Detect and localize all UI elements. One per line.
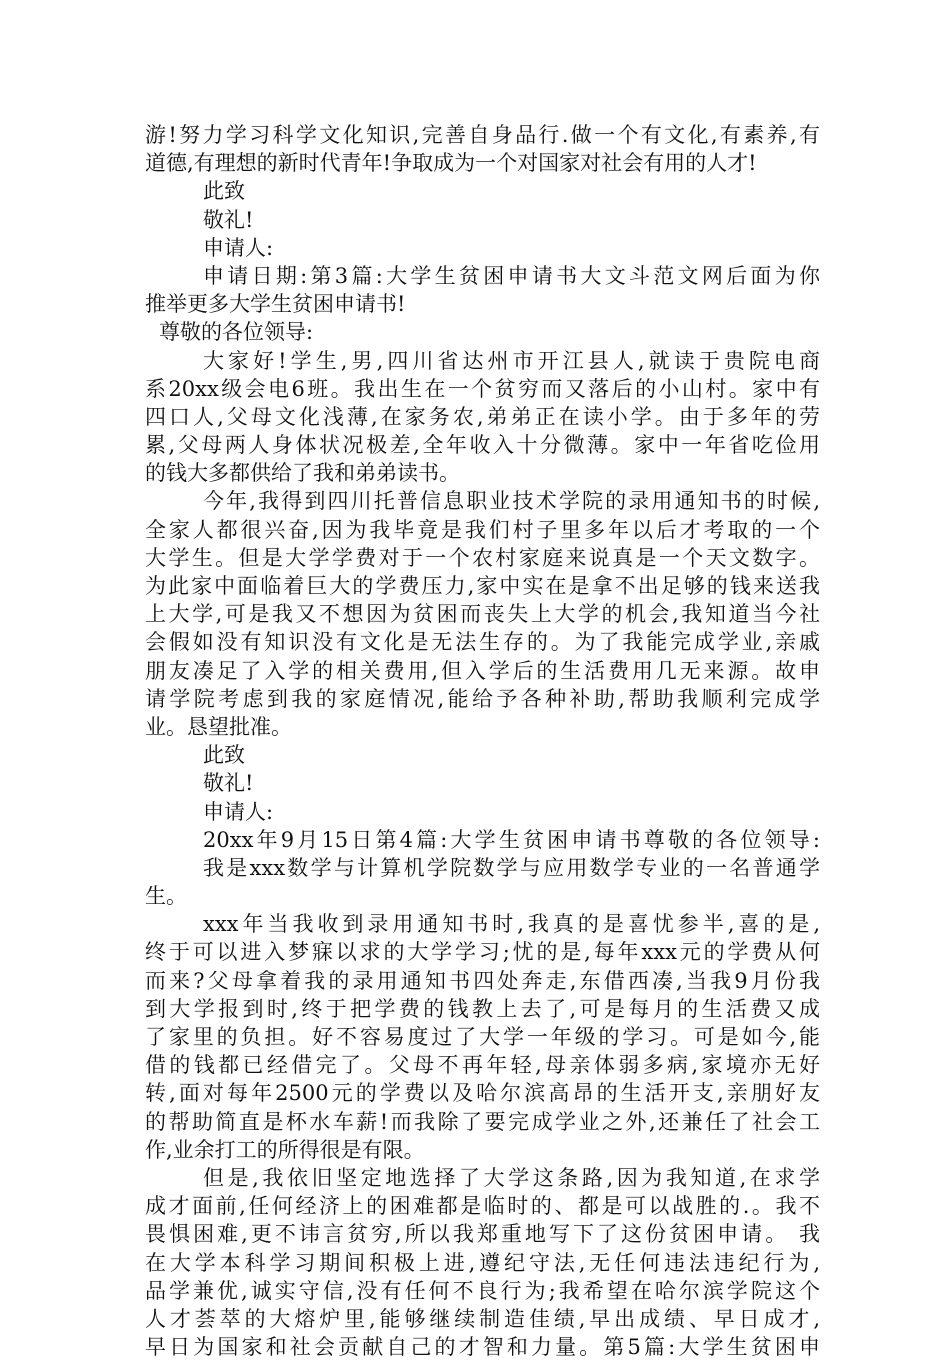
text-line: 会假如没有知识没有文化是无法生存的。为了我能完成学业,亲戚 xyxy=(145,630,820,655)
text-line: xxx年当我收到录用通知书时,我真的是喜忧参半,喜的是, xyxy=(203,912,820,937)
text-line: 终于可以进入梦寐以求的大学学习;忧的是,每年xxx元的学费从何 xyxy=(145,940,820,965)
text-line: 生。 xyxy=(145,884,187,909)
document-body xyxy=(145,121,820,1361)
text-line: 推举更多大学生贫困申请书! xyxy=(145,292,406,317)
text-line: 此致 xyxy=(203,743,245,768)
text-line: 畏惧困难,更不讳言贫穷,所以我郑重地写下了这份贫困申请。 我 xyxy=(145,1222,820,1247)
text-line: 尊敬的各位领导: xyxy=(159,320,314,345)
text-line: 上大学,可是我又不想因为贫困而丧失上大学的机会,我知道当今社 xyxy=(145,602,820,627)
text-line: 为此家中面临着巨大的学费压力,家中实在是拿不出足够的钱来送我 xyxy=(145,574,820,598)
text-line: 的钱大多都供给了我和弟弟读书。 xyxy=(145,461,460,486)
text-line: 业。恳望批准。 xyxy=(145,714,292,739)
text-line: 早日为国家和社会贡献自己的才智和力量。第5篇:大学生贫困申 xyxy=(145,1335,820,1360)
text-line: 四口人,父母文化浅薄,在家务农,弟弟正在读小学。由于多年的劳 xyxy=(145,404,820,429)
text-line: 申请人: xyxy=(203,799,274,824)
text-line: 大家好!学生,男,四川省达州市开江县人,就读于贵院电商 xyxy=(203,348,820,373)
text-line: 成才面前,任何经济上的困难都是临时的、都是可以战胜的.。我不 xyxy=(145,1194,820,1219)
text-line: 但是,我依旧坚定地选择了大学这条路,因为我知道,在求学 xyxy=(203,1165,820,1190)
text-line: 转,面对每年2500元的学费以及哈尔滨高昂的生活开支,亲朋好友 xyxy=(145,1081,820,1106)
text-line: 敬礼! xyxy=(203,207,254,232)
text-line: 请学院考虑到我的家庭情况,能给予各种补助,帮助我顺利完成学 xyxy=(145,686,820,711)
text-line: 到大学报到时,终于把学费的钱教上去了,可是每月的生活费又成 xyxy=(145,996,820,1021)
text-line: 大学生。但是大学学费对于一个农村家庭来说真是一个天文数字。 xyxy=(145,545,820,570)
text-line: 申请人: xyxy=(203,235,274,260)
text-line: 借的钱都已经借完了。父母不再年轻,母亲体弱多病,家境亦无好 xyxy=(145,1053,820,1078)
text-line: 申请日期:第3篇:大学生贫困申请书大文斗范文网后面为你 xyxy=(203,263,820,288)
text-line: 作,业余打工的所得很是有限。 xyxy=(145,1137,425,1162)
text-line: 此致 xyxy=(203,179,245,204)
text-line: 我是xxx数学与计算机学院数学与应用数学专业的一名普通学 xyxy=(203,855,820,880)
text-line: 20xx年9月15日第4篇:大学生贫困申请书尊敬的各位领导: xyxy=(203,827,820,852)
text-line: 敬礼! xyxy=(203,771,254,796)
text-line: 人才荟萃的大熔炉里,能够继续制造佳绩,早出成绩、早日成才, xyxy=(145,1306,820,1331)
text-line: 游!努力学习科学文化知识,完善自身品行.做一个有文化,有素养,有 xyxy=(145,123,820,147)
text-line: 的帮助简直是杯水车薪!而我除了要完成学业之外,还兼任了社会工 xyxy=(145,1109,820,1134)
text-line: 全家人都很兴奋,因为我毕竟是我们村子里多年以后才考取的一个 xyxy=(145,517,820,542)
text-line: 累,父母两人身体状况极差,全年收入十分微薄。家中一年省吃俭用 xyxy=(145,433,820,458)
text-line: 了家里的负担。好不容易度过了大学一年级的学习。可是如今,能 xyxy=(145,1025,820,1049)
text-line: 在大学本科学习期间积极上进,遵纪守法,无任何违法违纪行为, xyxy=(145,1250,820,1275)
text-line: 朋友凑足了入学的相关费用,但入学后的生活费用几无来源。故申 xyxy=(145,658,820,683)
text-line: 而来?父母拿着我的录用通知书四处奔走,东借西凑,当我9月份我 xyxy=(145,968,820,993)
text-line: 今年,我得到四川托普信息职业技术学院的录用通知书的时候, xyxy=(203,489,820,514)
text-line: 品学兼优,诚实守信,没有任何不良行为;我希望在哈尔滨学院这个 xyxy=(145,1278,820,1303)
text-line: 系20xx级会电6班。我出生在一个贫穷而又落后的小山村。家中有 xyxy=(145,376,820,401)
text-line: 道德,有理想的新时代青年!争取成为一个对国家对社会有用的人才! xyxy=(145,151,757,176)
